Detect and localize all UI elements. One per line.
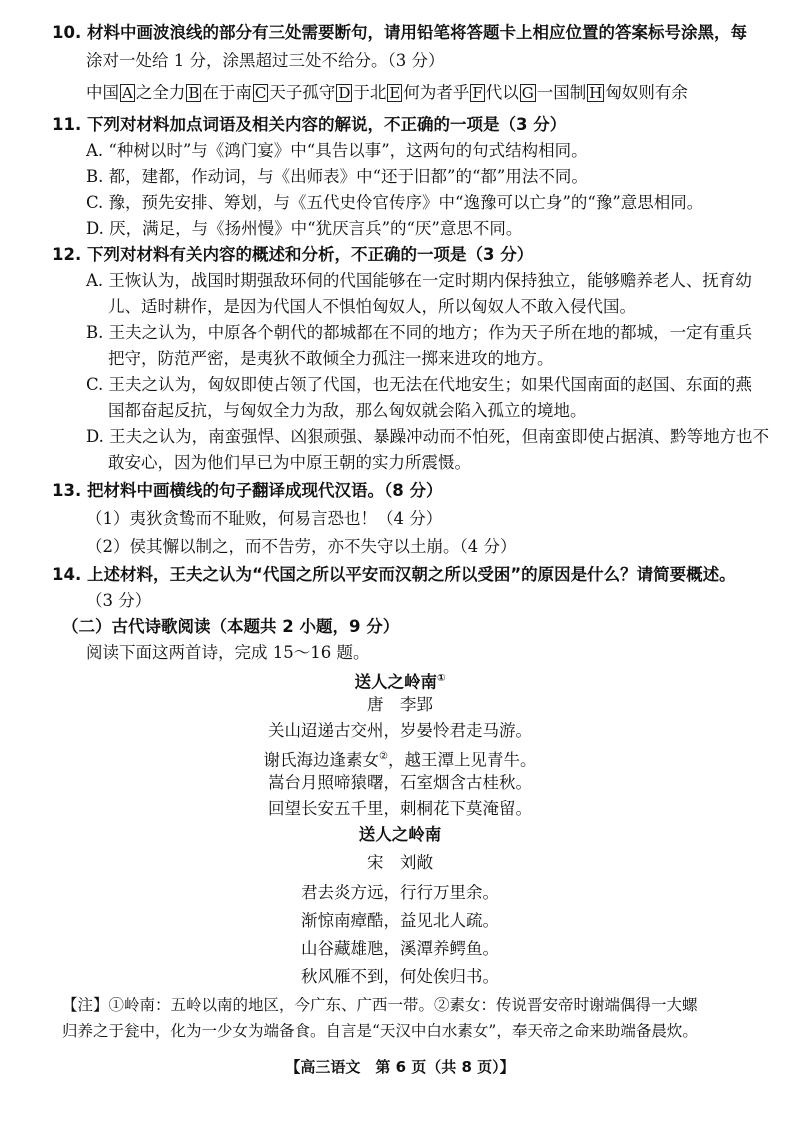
q10-segment-text: 天子孤守 — [269, 83, 336, 102]
q11-stem: 11. 下列对材料加点词语及相关内容的解说，不正确的一项是（3 分） — [52, 115, 567, 134]
q14-line2: （3 分） — [86, 591, 152, 610]
notes-line1: 【注】①岭南：五岭以南的地区，今广东、广西一带。②素女：传说晋安帝时谢端偶得一大螺 — [62, 996, 698, 1014]
q10-mark-c: C — [254, 84, 267, 102]
q12-option-a-line1: A. 王恢认为，战国时期强敌环伺的代国能够在一定时期内保持独立，能够赡养老人、抚育幼 — [86, 271, 752, 290]
q10-segment-text: 代以 — [485, 83, 519, 102]
q10-line1: 10. 材料中画波浪线的部分有三处需要断句，请用铅笔将答题卡上相应位置的答案标号涂黑，每 — [52, 23, 747, 42]
q10-mark-a: A — [122, 84, 133, 102]
q10-mark-f: F — [472, 84, 483, 102]
q12-option-c-line1: C. 王夫之认为，匈奴即使占领了代国，也无法在代地安生；如果代国南面的赵国、东面的燕 — [86, 375, 753, 394]
poem2-line2: 渐惊南瘴酷，益见北人疏。 — [301, 911, 499, 930]
q14-line1: 14. 上述材料，王夫之认为“代国之所以平安而汉朝之所以受困”的原因是什么？请简要概述。 — [52, 565, 736, 584]
q11-option-a: A. “种树以时”与《鸿门宴》中“具告以事”，这两句的句式结构相同。 — [86, 141, 588, 160]
q10-mark-g: G — [521, 84, 534, 102]
q11-option-c: C. 豫，预先安排、筹划，与《五代史伶官传序》中“逸豫可以亡身”的“豫”意思相同。 — [86, 193, 704, 212]
poem1-line2: 谢氏海边逢素女②，越王潭上见青牛。 — [263, 750, 537, 770]
q13-stem: 13. 把材料中画横线的句子翻译成现代汉语。（8 分） — [52, 481, 443, 500]
poem1-author: 唐 李郢 — [367, 695, 433, 714]
q10-segment-line — [86, 82, 688, 104]
q12-stem: 12. 下列对材料有关内容的概述和分析，不正确的一项是（3 分） — [52, 245, 534, 264]
notes-line2: 归养之于瓮中，化为一少女为端备食。自言是“天汉中白水素女”，奉天帝之命来助端备晨炊。 — [62, 1022, 698, 1040]
q10-segment-text: 在于南 — [202, 83, 252, 102]
section2-heading: （二）古代诗歌阅读（本题共 2 小题，9 分） — [62, 617, 400, 636]
q12-option-d-line1: D. 王夫之认为，南蛮强悍、凶狠顽强、暴躁冲动而不怕死，但南蛮即使占据滇、黔等地方也不 — [86, 427, 770, 446]
q11-option-b: B. 都，建都，作动词，与《出师表》中“还于旧都”的“都”用法不同。 — [86, 167, 588, 186]
q10-segment-text: 一国制 — [536, 83, 587, 102]
q10-mark-b: B — [188, 84, 200, 102]
poem2-line4: 秋风雁不到，何处俟归书。 — [301, 967, 499, 986]
q12-option-b-line1: B. 王夫之认为，中原各个朝代的都城都在不同的地方；作为天子所在地的都城，一定有重兵 — [86, 323, 753, 342]
poem2-line1: 君去炎方远，行行万里余。 — [301, 883, 499, 902]
section2-intro: 阅读下面这两首诗，完成 15～16 题。 — [86, 643, 370, 662]
q10-mark-d: D — [338, 84, 351, 102]
q10-mark-h: H — [589, 84, 603, 102]
q10-mark-e: E — [389, 84, 401, 102]
q13-sentence-1: （1）夷狄贪鸷而不耻败，何易言恐也！（4 分） — [86, 509, 443, 528]
q10-segment-text: 何为者乎 — [403, 83, 470, 102]
q13-sentence-2: （2）侯其懈以制之，而不告劳，亦不失守以土崩。（4 分） — [86, 537, 517, 556]
q10-line2: 涂对一处给 1 分，涂黑超过三处不给分。（3 分） — [86, 51, 445, 70]
poem1-title: 送人之岭南① — [354, 672, 446, 692]
q10-segment-text: 于北 — [353, 83, 387, 102]
q10-segment-tail: 匈奴则有余 — [605, 83, 688, 102]
q12-option-d-line2: 敢安心，因为他们早已为中原王朝的实力所震慑。 — [108, 453, 471, 472]
q10-segment-text: 中国 — [86, 83, 119, 102]
q11-option-d: D. 厌，满足，与《扬州慢》中“犹厌言兵”的“厌”意思不同。 — [86, 219, 523, 238]
q12-option-c-line2: 国都奋起反抗，与匈奴全力为敌，那么匈奴就会陷入孤立的境地。 — [108, 401, 587, 420]
poem2-title: 送人之岭南 — [358, 825, 442, 844]
poem1-line3: 嵩台月照啼猿曙，石室烟含古桂秋。 — [268, 773, 532, 792]
q12-option-b-line2: 把守，防范严密，是夷狄不敢倾全力孤注一掷来进攻的地方。 — [108, 349, 554, 368]
poem2-line3: 山谷藏雄虺，溪潭养鳄鱼。 — [301, 939, 499, 958]
page-footer: 【高三语文 第 6 页（共 8 页）】 — [285, 1058, 515, 1076]
poem1-line1: 关山迢递古交州，岁晏怜君走马游。 — [268, 721, 532, 740]
poem2-author: 宋 刘敞 — [367, 853, 433, 872]
poem1-line4: 回望长安五千里，刺桐花下莫淹留。 — [268, 799, 532, 818]
q12-option-a-line2: 儿、适时耕作，是因为代国人不惧怕匈奴人，所以匈奴人不敢入侵代国。 — [108, 297, 636, 316]
q10-segment-text: 之全力 — [135, 83, 186, 102]
